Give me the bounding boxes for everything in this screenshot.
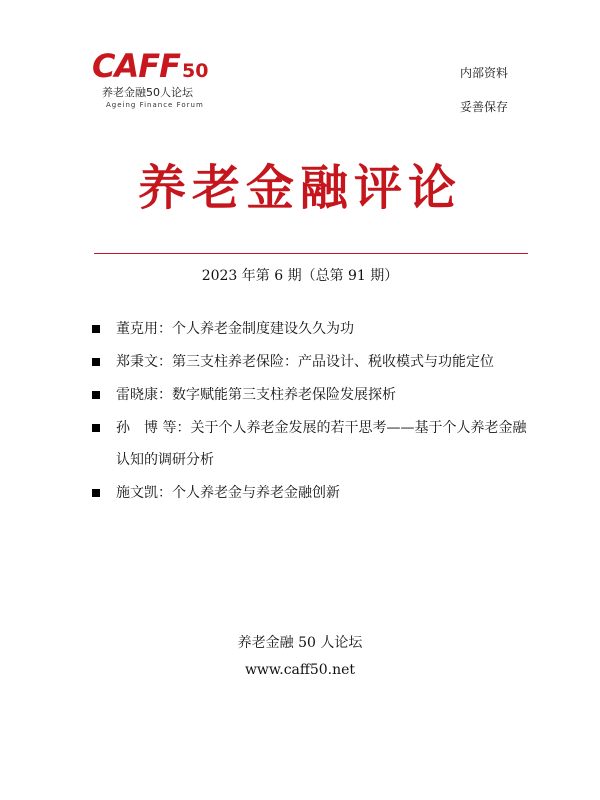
document-meta <box>428 66 508 134</box>
logo-caff-text: CAFF <box>92 47 180 85</box>
meta-internal-material: 内部资料 <box>459 66 508 80</box>
table-of-contents <box>92 318 532 515</box>
issue-number: 2023 年第 6 期（总第 91 期） <box>201 268 399 284</box>
square-bullet-icon <box>92 424 100 432</box>
logo-english-name: Ageing Finance Forum <box>106 101 204 109</box>
meta-keep-safe: 妥善保存 <box>459 100 508 114</box>
toc-item-text: 雷晓康：数字赋能第三支柱养老保险发展探析 <box>116 387 396 403</box>
square-bullet-icon <box>92 391 100 399</box>
toc-item-text: 董克用：个人养老金制度建设久久为功 <box>116 321 354 337</box>
square-bullet-icon <box>92 325 100 333</box>
toc-item <box>92 318 532 340</box>
logo-wordmark <box>92 48 208 89</box>
toc-item <box>92 351 532 373</box>
toc-item-text: 孙 博 等：关于个人养老金发展的若干思考——基于个人养老金融认知的调研分析 <box>116 420 527 468</box>
publication-title: 养老金融评论 <box>137 160 462 216</box>
square-bullet-icon <box>92 489 100 497</box>
logo-chinese-name: 养老金融50人论坛 <box>102 86 193 99</box>
website-url: www.caff50.net <box>244 662 356 678</box>
logo-50-text: 50 <box>181 60 209 82</box>
square-bullet-icon <box>92 358 100 366</box>
caff50-logo <box>92 48 232 118</box>
toc-item <box>92 384 532 406</box>
toc-item-text: 施文凯：个人养老金与养老金融创新 <box>116 485 340 501</box>
toc-item <box>92 412 532 476</box>
toc-item-text: 郑秉文：第三支柱养老保险：产品设计、税收模式与功能定位 <box>116 354 494 370</box>
toc-item <box>92 482 532 504</box>
forum-name: 养老金融 50 人论坛 <box>237 635 363 651</box>
title-divider <box>94 253 528 254</box>
